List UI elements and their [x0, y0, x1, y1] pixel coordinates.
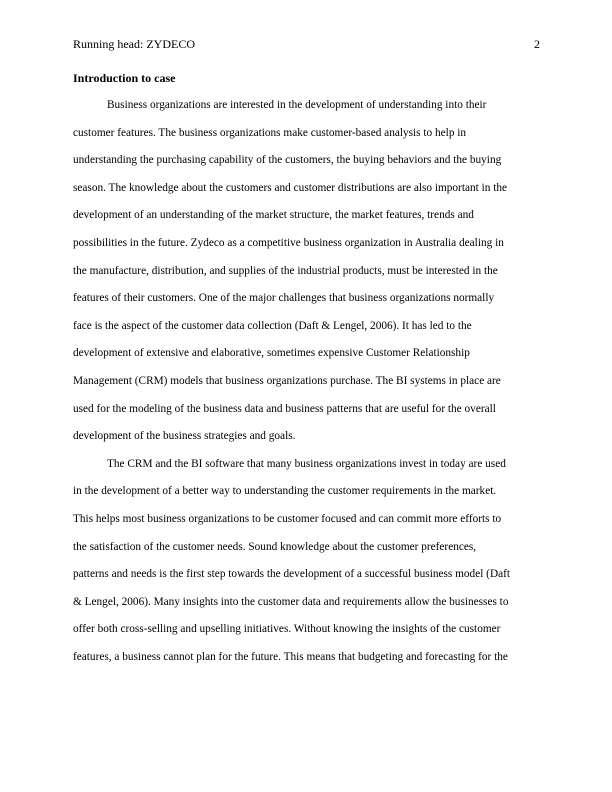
paragraph-2-line: & Lengel, 2006). Many insights into the customer data and requirements allow the businesses to [73, 595, 509, 608]
paragraph-1-line: understanding the purchasing capability of the customers, the buying behaviors and the buying [73, 154, 502, 167]
paragraph-1-line: development of the business strategies and goals. [73, 430, 296, 443]
paragraph-1-line: Business organizations are interested in the development of understanding into their [107, 99, 487, 111]
paragraph-1-line: used for the modeling of the business data and business patterns that are useful for the overall [73, 402, 496, 415]
paragraph-2-line: patterns and needs is the first step towards the development of a successful business model (Daft [73, 568, 511, 581]
paragraph-1-line: development of extensive and elaborative, sometimes expensive Customer Relationship [73, 347, 470, 360]
page-number: 2 [534, 37, 540, 51]
section-title: Introduction to case [73, 71, 176, 85]
paragraph-1-line: development of an understanding of the market structure, the market features, trends and [73, 209, 474, 222]
paragraph-1-line: possibilities in the future. Zydeco as a competitive business organization in Australia dealing in [73, 236, 504, 249]
paragraph-2-line: features, a business cannot plan for the future. This means that budgeting and forecasting for the [73, 650, 508, 663]
running-head: Running head: ZYDECO [73, 37, 195, 51]
paragraph-2-line: the satisfaction of the customer needs. Sound knowledge about the customer preferences, [73, 540, 477, 553]
paragraph-1-line: season. The knowledge about the customers and customer distributions are also important in the [73, 181, 507, 194]
paragraph-1-line: the manufacture, distribution, and supplies of the industrial products, must be interested in the [73, 264, 498, 277]
paragraph-1-line: face is the aspect of the customer data collection (Daft & Lengel, 2006). It has led to the [73, 319, 472, 332]
paragraph-1-line: customer features. The business organizations make customer-based analysis to help in [73, 126, 467, 139]
paragraph-2-line: This helps most business organizations to be customer focused and can commit more efforts to [73, 512, 502, 525]
paragraph-2-line: The CRM and the BI software that many business organizations invest in today are used [107, 457, 506, 470]
paragraph-2-line: in the development of a better way to understanding the customer requirements in the market. [73, 485, 497, 498]
body-text [73, 97, 543, 676]
paragraph-1-line: features of their customers. One of the major challenges that business organizations normally [73, 292, 495, 305]
paragraph-2-line: offer both cross-selling and upselling initiatives. Without knowing the insights of the customer [73, 623, 501, 636]
paragraph-1-line: Management (CRM) models that business organizations purchase. The BI systems in place are [73, 374, 501, 387]
